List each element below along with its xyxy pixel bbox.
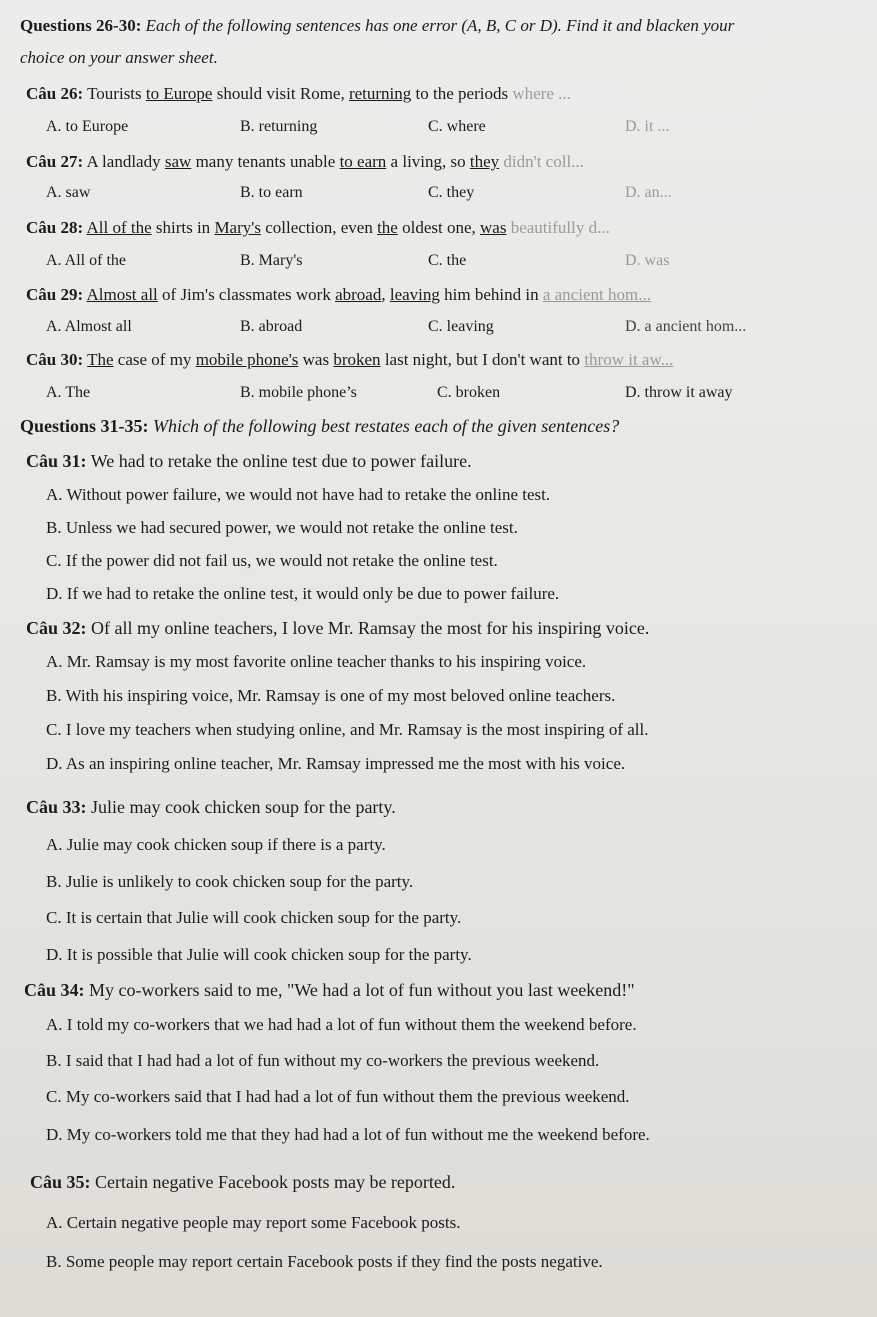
section-instruction: Each of the following sentences has one error (A, B, C or D). Find it and blacken your	[145, 16, 735, 35]
underlined-part-b: Mary's	[214, 218, 261, 237]
answer-a: A. I told my co-workers that we had had a lot of fun without them the weekend before.	[46, 1015, 637, 1034]
answer-a: A. Certain negative people may report some Facebook posts.	[46, 1213, 461, 1232]
question-label: Câu 28:	[26, 218, 84, 237]
underlined-part-a: saw	[164, 152, 192, 171]
option-c: C. where	[428, 118, 486, 135]
question-text: Julie may cook chicken soup for the party.	[91, 797, 396, 817]
answer-a: A. Without power failure, we would not have had to retake the online test.	[46, 485, 551, 504]
question-26	[26, 84, 571, 104]
section-instruction-cont	[20, 48, 218, 68]
underlined-part-b: abroad	[335, 285, 382, 304]
options-28	[0, 252, 877, 276]
option-b: B. returning	[240, 118, 318, 135]
option-b: B. Mary's	[240, 252, 303, 269]
underlined-part-b: returning	[348, 84, 412, 103]
options-26	[0, 118, 877, 142]
option-d: D. an...	[625, 184, 672, 201]
question-text: ,	[381, 285, 390, 304]
underlined-part-b: mobile phone's	[195, 350, 299, 369]
option-d: D. it ...	[625, 118, 670, 135]
question-text: him behind in	[439, 285, 543, 304]
question-text: a living, so	[386, 152, 470, 171]
option-c: C. leaving	[428, 318, 494, 335]
question-text-faded: didn't coll...	[499, 152, 584, 171]
question-35	[30, 1172, 455, 1193]
option-d: D. a ancient hom...	[625, 318, 747, 335]
question-label: Câu 31:	[26, 451, 87, 471]
underlined-part-a: to Europe	[145, 84, 213, 103]
underlined-part-c: they	[469, 152, 500, 171]
underlined-part-c: the	[377, 218, 398, 237]
answer-c: C. If the power did not fail us, we would not retake the online test.	[46, 551, 498, 570]
question-text: of Jim's classmates work	[157, 285, 336, 304]
answer-b: B. With his inspiring voice, Mr. Ramsay is one of my most beloved online teachers.	[46, 686, 616, 705]
question-text: collection, even	[260, 218, 378, 237]
options-27	[0, 184, 877, 208]
question-31	[26, 451, 472, 472]
underlined-part-d: a ancient hom...	[542, 285, 651, 304]
answer-c: C. My co-workers said that I had had a lot of fun without them the previous weekend.	[46, 1087, 630, 1106]
options-29	[0, 318, 877, 342]
section-instruction-2: choice on your answer sheet.	[20, 48, 218, 67]
question-label: Câu 26:	[26, 84, 84, 103]
question-text: to the periods	[411, 84, 513, 103]
section-instruction: Which of the following best restates each of the given sentences?	[153, 416, 620, 436]
question-text: many tenants unable	[191, 152, 340, 171]
question-30	[26, 350, 673, 370]
question-28	[26, 218, 610, 238]
underlined-part-a: Almost all	[86, 285, 158, 304]
underlined-part-a: All of the	[86, 218, 152, 237]
underlined-part-b: to earn	[339, 152, 387, 171]
answer-d: D. As an inspiring online teacher, Mr. Ramsay impressed me the most with his voice.	[46, 754, 626, 773]
option-a: A. to Europe	[46, 118, 129, 135]
question-text: A landlady	[86, 152, 165, 171]
question-text: last night, but I don't want to	[380, 350, 585, 369]
underlined-part-d: was	[480, 218, 507, 237]
question-text: My co-workers said to me, "We had a lot of fun without you last weekend!"	[89, 980, 635, 1000]
question-text: Tourists	[87, 84, 146, 103]
section-header-26-30	[20, 16, 734, 36]
underlined-part-d: throw it aw...	[584, 350, 674, 369]
question-text: shirts in	[151, 218, 215, 237]
answer-d: D. My co-workers told me that they had had a lot of fun without me the weekend before.	[46, 1125, 650, 1144]
question-32	[26, 618, 649, 639]
answer-b: B. Unless we had secured power, we would not retake the online test.	[46, 518, 518, 537]
option-b: B. mobile phone’s	[240, 384, 357, 401]
question-27	[26, 152, 584, 172]
question-text: was	[298, 350, 334, 369]
question-label: Câu 34:	[24, 980, 85, 1000]
question-text-faded: beautifully d...	[506, 218, 610, 237]
answer-d: D. It is possible that Julie will cook chicken soup for the party.	[46, 945, 472, 964]
underlined-part-a: The	[87, 350, 114, 369]
question-label: Câu 32:	[26, 618, 87, 638]
question-29	[26, 285, 651, 305]
option-a: A. The	[46, 384, 91, 401]
option-b: B. to earn	[240, 184, 303, 201]
underlined-part-c: leaving	[389, 285, 440, 304]
question-label: Câu 35:	[30, 1172, 91, 1192]
option-c: C. they	[428, 184, 475, 201]
question-text-faded: where ...	[512, 84, 571, 103]
option-a: A. All of the	[46, 252, 126, 269]
option-c: C. broken	[437, 384, 501, 401]
question-label: Câu 27:	[26, 152, 84, 171]
option-d: D. throw it away	[625, 384, 733, 401]
question-34	[24, 980, 635, 1001]
question-33	[26, 797, 396, 818]
option-d: D. was	[625, 252, 670, 269]
answer-a: A. Julie may cook chicken soup if there is a party.	[46, 835, 386, 854]
answer-d: D. If we had to retake the online test, it would only be due to power failure.	[46, 584, 560, 603]
option-a: A. Almost all	[46, 318, 132, 335]
option-c: C. the	[428, 252, 467, 269]
question-text: We had to retake the online test due to power failure.	[90, 451, 472, 471]
question-text: Of all my online teachers, I love Mr. Ramsay the most for his inspiring voice.	[91, 618, 650, 638]
answer-b: B. Julie is unlikely to cook chicken soup for the party.	[46, 872, 414, 891]
question-text: Certain negative Facebook posts may be reported.	[95, 1172, 456, 1192]
section-header-31-35	[20, 416, 619, 437]
question-label: Câu 30:	[26, 350, 84, 369]
answer-b: B. I said that I had had a lot of fun without my co-workers the previous weekend.	[46, 1051, 600, 1070]
question-label: Câu 29:	[26, 285, 84, 304]
section-title: Questions 31-35:	[20, 416, 149, 436]
question-label: Câu 33:	[26, 797, 87, 817]
question-text: oldest one,	[397, 218, 481, 237]
answer-a: A. Mr. Ramsay is my most favorite online teacher thanks to his inspiring voice.	[46, 652, 587, 671]
options-30	[0, 384, 877, 408]
section-title: Questions 26-30:	[20, 16, 142, 35]
answer-c: C. It is certain that Julie will cook chicken soup for the party.	[46, 908, 462, 927]
option-b: B. abroad	[240, 318, 303, 335]
question-text: should visit Rome,	[212, 84, 349, 103]
question-text: case of my	[113, 350, 196, 369]
option-a: A. saw	[46, 184, 91, 201]
answer-c: C. I love my teachers when studying online, and Mr. Ramsay is the most inspiring of all.	[46, 720, 649, 739]
answer-b: B. Some people may report certain Facebook posts if they find the posts negative.	[46, 1252, 603, 1271]
underlined-part-c: broken	[333, 350, 381, 369]
